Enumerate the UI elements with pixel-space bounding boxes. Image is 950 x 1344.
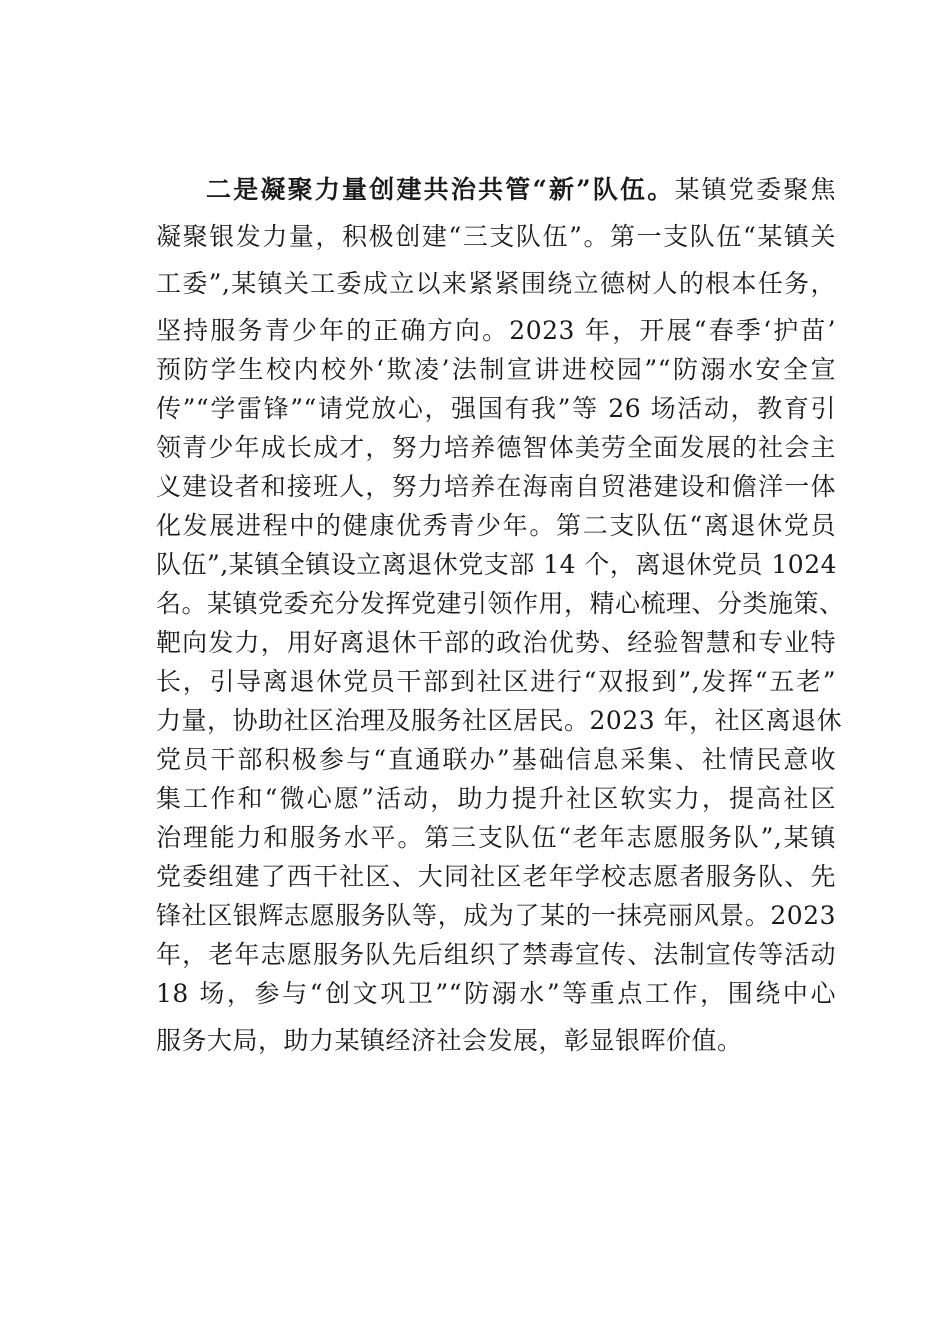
paragraph-line: 义建设者和接班人，努力培养在海南自贸港建设和儋洋一体 (156, 472, 836, 501)
paragraph-line: 工委”,某镇关工委成立以来紧紧围绕立德树人的根本任务， (156, 269, 836, 298)
paragraph-line: 化发展进程中的健康优秀青少年。第二支队伍“离退休党员 (156, 511, 836, 540)
paragraph-line: 预防学生校内校外‘欺凌’法制宣讲进校园”“防溺水安全宣 (156, 355, 836, 384)
paragraph-line: 领青少年成长成才，努力培养德智体美劳全面发展的社会主 (156, 433, 836, 462)
paragraph-line: 服务大局，助力某镇经济社会发展，彰显银晖价值。 (156, 1026, 743, 1055)
paragraph-line: 集工作和“微心愿”活动，助力提升社区软实力，提高社区 (156, 784, 836, 813)
paragraph-line: 锋社区银辉志愿服务队等，成为了某的一抹亮丽风景。2023 (156, 901, 836, 930)
paragraph-line: 年，老年志愿服务队先后组织了禁毒宣传、法制宣传等活动 (156, 940, 836, 969)
paragraph-line: 党委组建了西干社区、大同社区老年学校志愿者服务队、先 (156, 862, 836, 891)
paragraph-line-1 (156, 170, 836, 209)
paragraph-line: 凝聚银发力量，积极创建“三支队伍”。第一支队伍“某镇关 (156, 222, 836, 251)
line-text: 某镇党委聚焦 (674, 175, 836, 204)
paragraph-line: 队伍”,某镇全镇设立离退休党支部 14 个，离退休党员 1024 (156, 550, 838, 579)
paragraph-line: 名。某镇党委充分发挥党建引领作用，精心梳理、分类施策、 (156, 589, 845, 618)
paragraph-line: 长，引导离退休党员干部到社区进行“双报到”,发挥“五老” (156, 667, 836, 696)
body-paragraph (156, 170, 845, 1060)
paragraph-line: 传”“学雷锋”“请党放心，强国有我”等 26 场活动，教育引 (156, 394, 836, 423)
paragraph-line: 治理能力和服务水平。第三支队伍“老年志愿服务队”,某镇 (156, 823, 836, 852)
paragraph-line: 18 场，参与“创文巩卫”“防溺水”等重点工作，围绕中心 (156, 979, 836, 1008)
paragraph-line: 靶向发力，用好离退休干部的政治优势、经验智慧和专业特 (156, 628, 836, 657)
paragraph-line: 党员干部积极参与“直通联办”基础信息采集、社情民意收 (156, 745, 836, 774)
paragraph-line: 坚持服务青少年的正确方向。2023 年，开展“春季‘护苗’ (156, 316, 836, 345)
lead-heading: 二是凝聚力量创建共治共管“新”队伍。 (206, 175, 675, 204)
paragraph-line: 力量，协助社区治理及服务社区居民。2023 年，社区离退休 (156, 706, 843, 735)
